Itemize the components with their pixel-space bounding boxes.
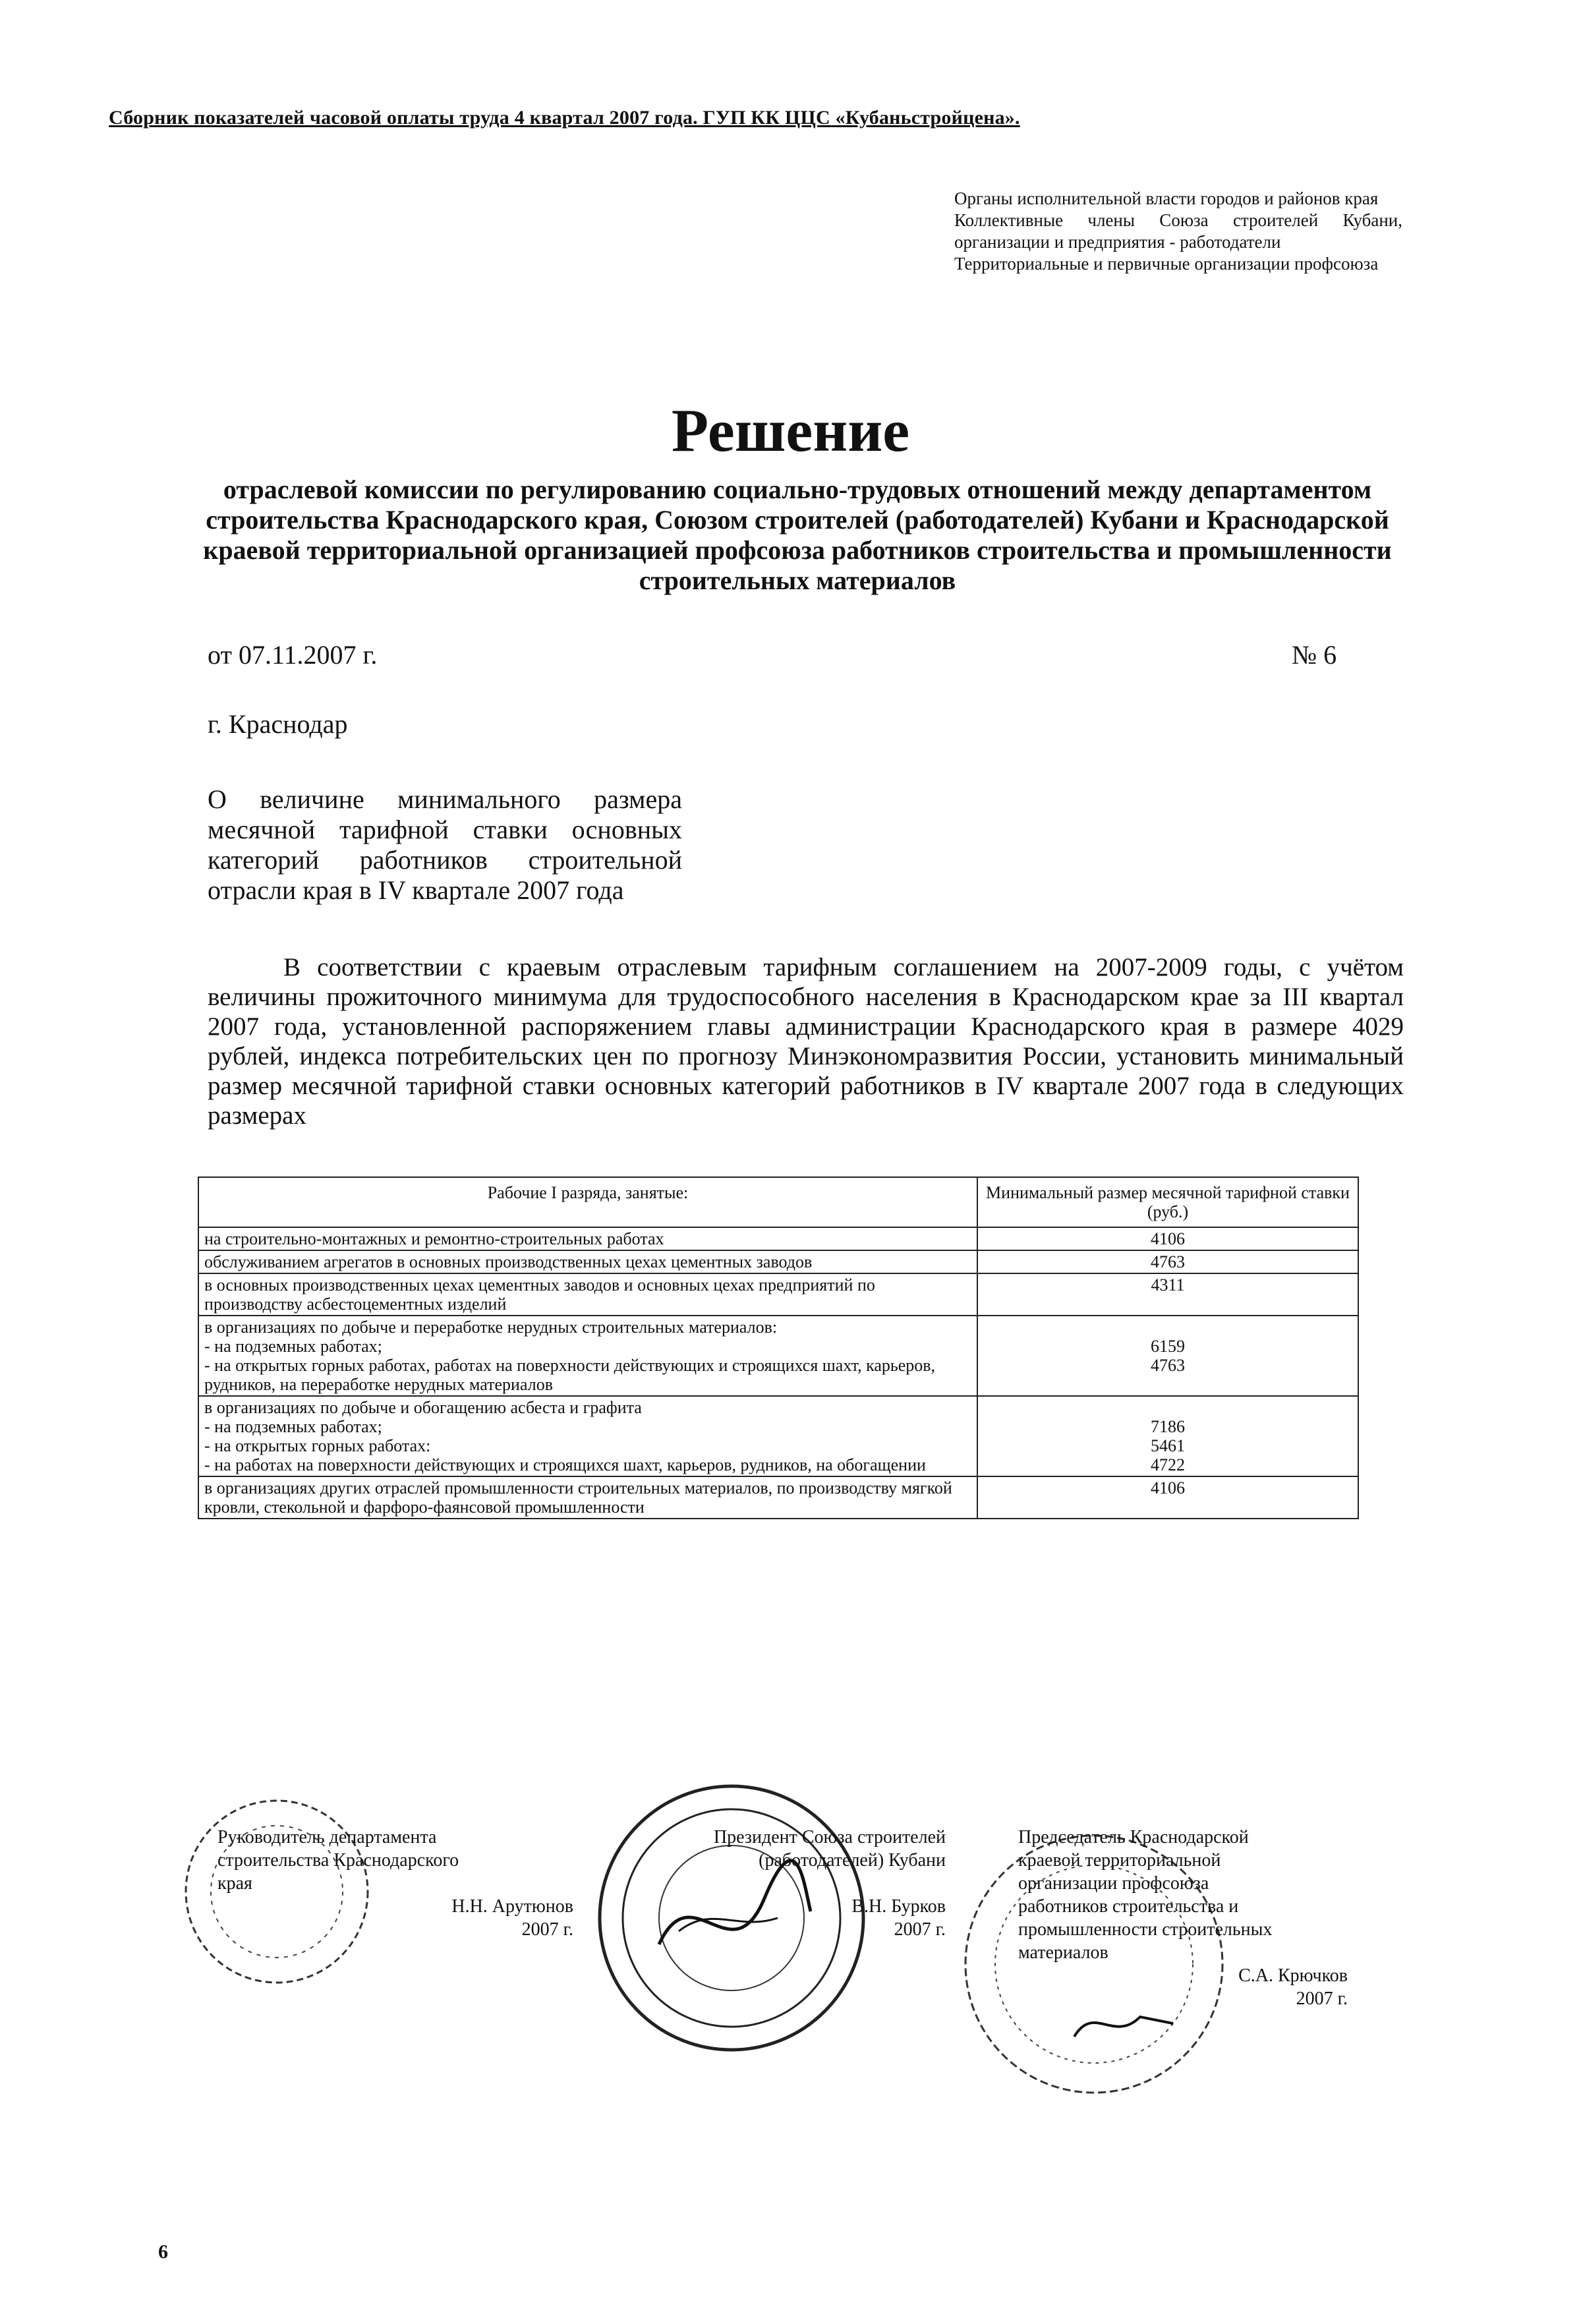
- signature-department: [217, 1826, 573, 1941]
- rate-value: 4763: [1151, 1252, 1185, 1271]
- category-cell: [198, 1396, 977, 1476]
- document-subject: [208, 784, 682, 906]
- column-header-rate: Минимальный размер месячной тарифной ставки (руб.): [977, 1177, 1358, 1227]
- signature-line: промышленности строительных: [1018, 1919, 1273, 1940]
- rate-value: 4106: [1151, 1229, 1185, 1248]
- collection-header: Сборник показателей часовой оплаты труда 4 квартал 2007 года. ГУП КК ЦЦС «Кубаньстройцена».: [109, 107, 1020, 129]
- signature-line: работников строительства и: [1018, 1896, 1239, 1917]
- table-row: [198, 1476, 1358, 1519]
- rate-value: 4722: [1151, 1455, 1185, 1474]
- category-line: - на подземных работах;: [204, 1417, 382, 1436]
- category-line: в организациях по добыче и переработке нерудных строительных материалов:: [204, 1318, 778, 1337]
- signature-line: строительства Краснодарского: [217, 1850, 459, 1871]
- rate-value: [983, 1398, 1352, 1417]
- signature-name: В.Н. Бурков: [851, 1896, 946, 1917]
- rate-cell: [977, 1273, 1358, 1316]
- rate-value: [983, 1318, 1352, 1337]
- signature-line: Председатель Краснодарской: [1018, 1827, 1249, 1847]
- document-body: В соответствии с краевым отраслевым тарифным соглашением на 2007-2009 годы, с учётом величины прожиточного минимума для трудоспособного населения в Краснодарском крае за III квартал 2007 года, установленной распоряжением главы администрации Краснодарского края в размере 4029 рублей, индекса потребительских цен по прогнозу Минэкономразвития России, установить минимальный размер месячной тарифной ставки основных категорий работников в IV квартале 2007 года в следующих размерах: [208, 953, 1404, 1130]
- category-cell: [198, 1227, 977, 1250]
- document-number: № 6: [1292, 640, 1337, 670]
- addressee-2: Коллективные члены Союза строителей Кубани, организации и предприятия - работодатели: [954, 210, 1402, 252]
- rate-value: 4311: [1151, 1275, 1185, 1294]
- category-line: в основных производственных цехах цементных заводов и основных цехах предприятий по производству асбестоцементных изделий: [204, 1275, 875, 1314]
- table-header-row: [198, 1177, 1358, 1227]
- signature-year: 2007 г.: [1296, 1989, 1348, 2009]
- addressee-3: Территориальные и первичные организации профсоюза: [954, 254, 1379, 274]
- signature-union-of-builders: [603, 1826, 946, 1941]
- category-line: на строительно-монтажных и ремонтно-строительных работах: [204, 1229, 664, 1248]
- document-date: от 07.11.2007 г.: [208, 640, 378, 670]
- subject-line: месячной тарифной ставки основных: [208, 815, 682, 844]
- signature-line: краевой территориальной: [1018, 1850, 1221, 1871]
- category-line: в организациях других отраслей промышленности строительных материалов, по производству мягкой кровли, стекольной и фарфоро-фаянсовой промышленности: [204, 1478, 952, 1517]
- document-city: г. Краснодар: [208, 709, 348, 739]
- tariff-table: [198, 1177, 1359, 1519]
- rate-value: 7186: [1151, 1417, 1185, 1436]
- category-line: - на работах на поверхности действующих и строящихся шахт, карьеров, рудников, на обогащении: [204, 1455, 926, 1474]
- signature-year: 2007 г.: [521, 1919, 573, 1940]
- signature-trade-union: [1018, 1826, 1348, 2010]
- signature-line: Руководитель департамента: [217, 1827, 437, 1847]
- table-row: [198, 1316, 1358, 1396]
- signature-line: (работодателей) Кубани: [759, 1850, 946, 1871]
- rate-cell: [977, 1316, 1358, 1396]
- addressees-block: [954, 188, 1402, 275]
- category-cell: [198, 1273, 977, 1316]
- category-line: в организациях по добыче и обогащению асбеста и графита: [204, 1398, 642, 1417]
- subject-line: категорий работников строительной: [208, 845, 682, 875]
- table-body: [198, 1227, 1358, 1519]
- category-line: обслуживанием агрегатов в основных производственных цехах цементных заводов: [204, 1252, 813, 1271]
- category-line: - на открытых горных работах:: [204, 1436, 431, 1455]
- document-subtitle: отраслевой комиссии по регулированию социально-трудовых отношений между департаментом строительства Краснодарского края, Союзом строителей (работодателей) Кубани и Краснодарской краевой территориальной организацией профсоюза работников строительства и промышленности строительных материалов: [203, 475, 1392, 595]
- subject-line: О величине минимального размера: [208, 784, 682, 814]
- rate-value: 5461: [1151, 1436, 1185, 1455]
- signature-year: 2007 г.: [894, 1919, 946, 1940]
- table-row: [198, 1250, 1358, 1273]
- signature-line: организации профсоюза: [1018, 1873, 1209, 1894]
- subject-line: отрасли края в IV квартале 2007 года: [208, 875, 624, 905]
- category-cell: [198, 1476, 977, 1519]
- category-cell: [198, 1250, 977, 1273]
- rate-cell: [977, 1250, 1358, 1273]
- table-row: [198, 1227, 1358, 1250]
- document-title: Решение: [671, 397, 910, 464]
- table-row: [198, 1396, 1358, 1476]
- rate-cell: [977, 1227, 1358, 1250]
- table-row: [198, 1273, 1358, 1316]
- category-cell: [198, 1316, 977, 1396]
- signature-name: С.А. Крючков: [1238, 1965, 1348, 1986]
- category-line: - на открытых горных работах, работах на поверхности действующих и строящихся шахт, карьеров, рудников, на переработке нерудных материалов: [204, 1356, 936, 1394]
- rate-value: 4763: [1151, 1356, 1185, 1375]
- category-line: - на подземных работах;: [204, 1337, 382, 1356]
- signature-line: края: [217, 1873, 252, 1894]
- addressee-1: Органы исполнительной власти городов и районов края: [954, 189, 1379, 208]
- page-number: 6: [158, 2241, 168, 2263]
- signature-line: материалов: [1018, 1942, 1108, 1963]
- signature-line: Президент Союза строителей: [713, 1827, 946, 1847]
- column-header-category: Рабочие I разряда, занятые:: [198, 1177, 977, 1227]
- rate-cell: [977, 1476, 1358, 1519]
- rate-cell: [977, 1396, 1358, 1476]
- signature-name: Н.Н. Арутюнов: [451, 1896, 573, 1917]
- rate-value: 6159: [1151, 1337, 1185, 1356]
- rate-value: 4106: [1151, 1478, 1185, 1497]
